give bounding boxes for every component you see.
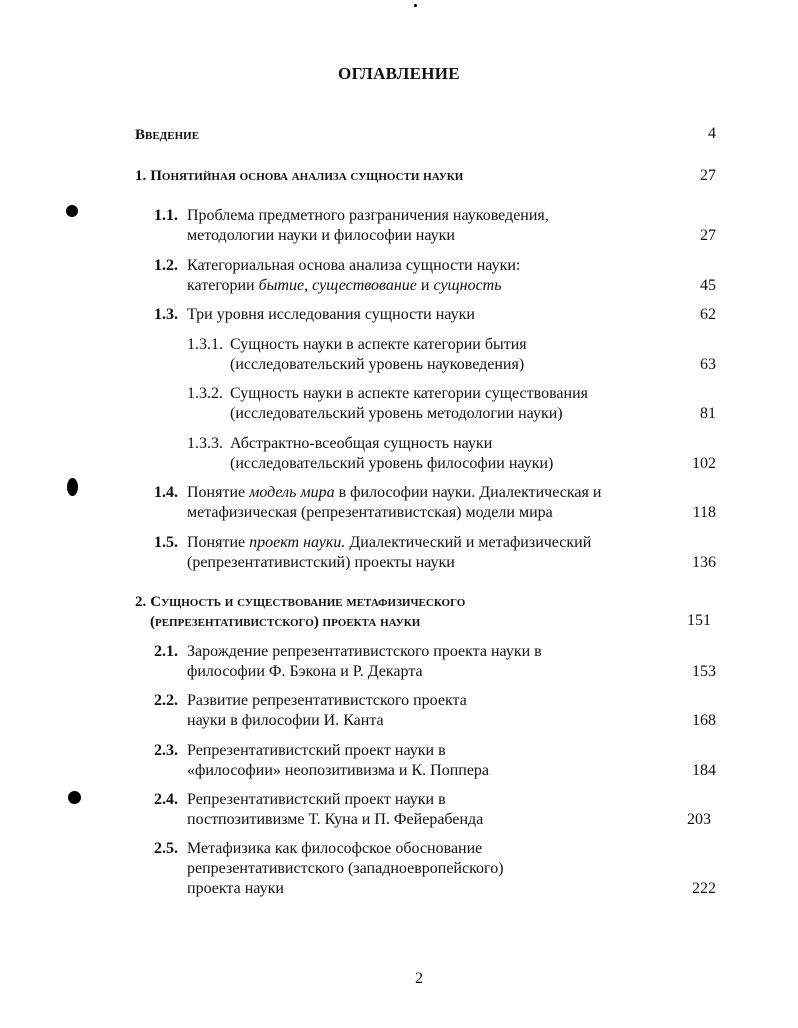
scan-mark (66, 205, 78, 217)
section-page: 27 (700, 227, 716, 244)
toc-chapter-1 (135, 166, 463, 186)
term-italic: проект науки. (249, 534, 346, 551)
page-number: 2 (415, 970, 423, 987)
scan-mark (414, 4, 417, 7)
section-title-line: репрезентативистского (западноевропейского) (187, 860, 504, 877)
subsection-title-line: Абстрактно-всеобщая сущность науки (230, 435, 493, 452)
section-number: 1.2. (154, 257, 178, 274)
section-number: 2.2. (154, 692, 178, 709)
section-title-line: методологии науки и философии науки (187, 227, 455, 244)
scan-mark (67, 478, 78, 496)
text: , (304, 277, 313, 294)
section-title-line: Категориальная основа анализа сущности науки: (187, 257, 521, 274)
section-number: 2.4. (154, 791, 178, 808)
subsection-title-line: Сущность науки в аспекте категории бытия (230, 336, 527, 353)
subsection-number: 1.3.2. (187, 385, 223, 402)
text: категории (187, 277, 259, 294)
subsection-number: 1.3.3. (187, 435, 223, 452)
section-title-line: Проблема предметного разграничения науковедения, (187, 207, 549, 224)
subsection-page: 81 (700, 405, 716, 422)
subsection-title-line: (исследовательский уровень методологии науки) (230, 405, 563, 422)
section-title-line: Метафизика как философское обоснование (187, 840, 483, 857)
subsection-page: 63 (700, 356, 716, 373)
section-title-line: науки в философии И. Канта (187, 712, 384, 729)
section-title-line (187, 483, 601, 503)
section-title-line: проекта науки (187, 880, 284, 897)
section-title-line: «философии» неопозитивизма и К. Поппера (187, 762, 490, 779)
section-title-line: Репрезентативистский проект науки в (187, 742, 446, 759)
section-title-line: Зарождение репрезентативистского проекта науки в (187, 643, 542, 660)
subsection-title-line: (исследовательский уровень науковедения) (230, 356, 525, 373)
section-title-line (187, 533, 591, 553)
section-page: 62 (700, 306, 716, 323)
section-number: 1.1. (154, 207, 178, 224)
toc-chapter-1-page: 27 (700, 167, 716, 184)
section-number: 1.3. (154, 306, 178, 323)
term-italic: сущность (433, 277, 502, 294)
section-page: 118 (692, 504, 716, 521)
text: Понятие (187, 484, 250, 501)
chapter-number: 1. (135, 168, 147, 184)
chapter-title: Понятийная основа анализа сущности науки (150, 168, 464, 184)
term-italic: существование (312, 277, 417, 294)
subsection-title-line: (исследовательский уровень философии науки) (230, 455, 554, 472)
section-title-line: Три уровня исследования сущности науки (187, 306, 475, 323)
section-page: 153 (692, 663, 716, 680)
section-number: 1.4. (154, 484, 178, 501)
section-title-line: (репрезентативистский) проекты науки (187, 554, 455, 571)
toc-chapter-2-page: 151 (687, 612, 711, 629)
section-number: 2.3. (154, 742, 178, 759)
term-italic: модель мира (249, 484, 335, 501)
scan-mark (68, 791, 81, 804)
chapter-number: 2. (135, 594, 147, 610)
subsection-title-line: Сущность науки в аспекте категории существования (230, 385, 588, 402)
section-title-line: постпозитивизме Т. Куна и П. Фейерабенда (187, 811, 484, 828)
chapter-title: Сущность и существование метафизического (150, 594, 466, 610)
page-title: ОГЛАВЛЕНИЕ (338, 64, 460, 83)
text: в философии науки. Диалектическая и (334, 484, 602, 501)
section-title-line: философии Ф. Бэкона и Р. Декарта (187, 663, 423, 680)
section-title-line (187, 276, 502, 296)
section-number: 2.5. (154, 840, 178, 857)
text: и (416, 277, 434, 294)
subsection-page: 102 (692, 455, 716, 472)
subsection-number: 1.3.1. (187, 336, 223, 353)
section-page: 222 (692, 880, 716, 897)
text: Понятие (187, 534, 250, 551)
toc-intro-page: 4 (708, 125, 716, 142)
section-number: 2.1. (154, 643, 178, 660)
toc-chapter-2 (135, 592, 465, 612)
section-page: 203 (687, 811, 711, 828)
text: Диалектический и метафизический (345, 534, 592, 551)
section-number: 1.5. (154, 534, 178, 551)
toc-intro-label: Введение (135, 127, 200, 143)
section-page: 136 (692, 554, 716, 571)
section-page: 184 (692, 762, 716, 779)
section-page: 168 (692, 712, 716, 729)
section-title-line: Развитие репрезентативистского проекта (187, 692, 467, 709)
section-page: 45 (700, 277, 716, 294)
term-italic: бытие (258, 277, 305, 294)
chapter-title-line: (репрезентативистского) проекта науки (150, 614, 421, 630)
section-title-line: Репрезентативистский проект науки в (187, 791, 446, 808)
section-title-line: метафизическая (репрезентативистская) модели мира (187, 504, 553, 521)
